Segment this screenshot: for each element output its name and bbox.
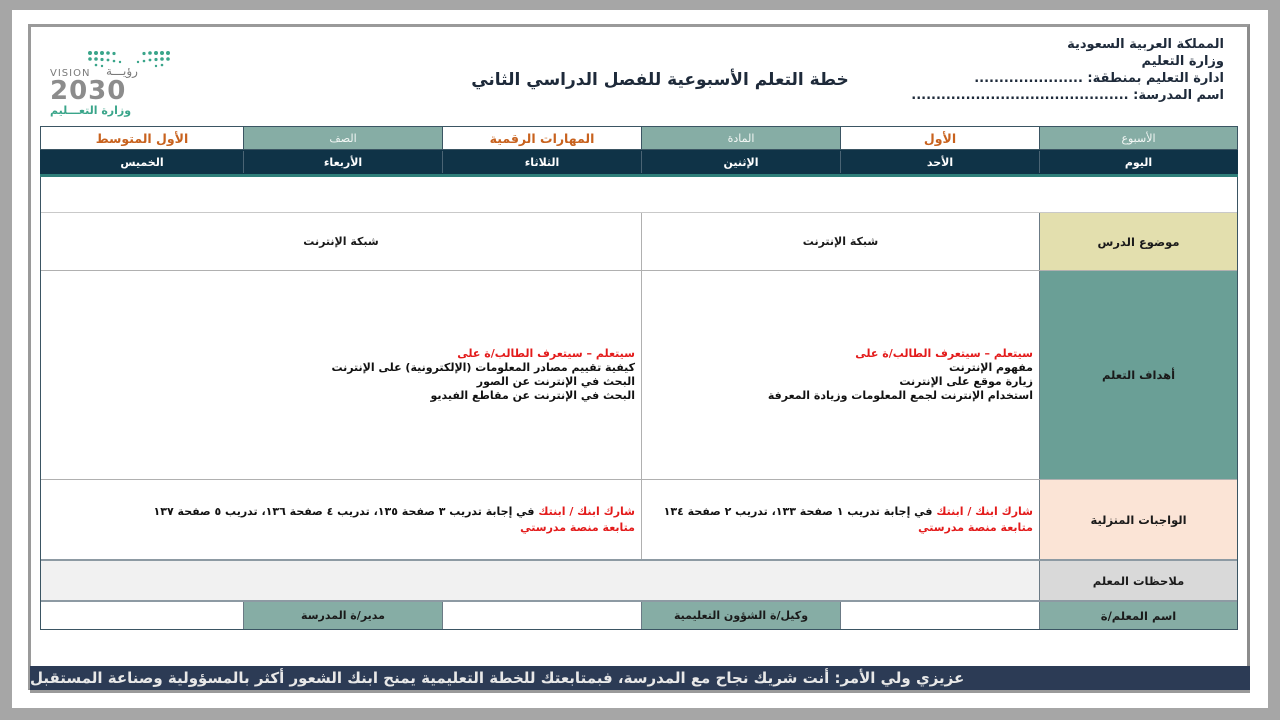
week-label: الأسبوع	[1039, 127, 1237, 149]
grade-label: الصف	[243, 127, 442, 149]
homework-cell[interactable]	[641, 480, 1039, 559]
subject-value[interactable]: المهارات الرقمية	[442, 127, 641, 149]
homework-cell[interactable]	[41, 480, 641, 559]
spacer-row	[40, 177, 1238, 212]
day-tuesday: الثلاثاء	[442, 151, 641, 173]
homework-text: في إجابة تدريب ٣ صفحة ١٣٥، تدريب ٤ صفحة ١٣٦، تدريب ٥ صفحة ١٣٧	[153, 504, 535, 518]
principal-label: مدير/ة المدرسة	[243, 602, 442, 629]
vision-arabic-text: رؤيـــة	[106, 64, 138, 78]
year-2030-text: 2030	[50, 76, 127, 106]
day-label: اليوم	[1039, 151, 1237, 173]
homework-follow: متابعة منصة مدرستي	[918, 520, 1033, 534]
region-field[interactable]: ادارة التعليم بمنطقة: ......................	[974, 71, 1224, 86]
week-value[interactable]: الأول	[840, 127, 1039, 149]
vision-2030-logo	[50, 50, 180, 120]
objectives-row	[41, 270, 1237, 479]
homework-text: في إجابة تدريب ١ صفحة ١٣٣، تدريب ٢ صفحة ١٣٤	[663, 504, 933, 518]
topic-cell[interactable]: شبكة الإنترنت	[641, 213, 1039, 270]
plan-body	[40, 212, 1238, 630]
parent-message-banner	[30, 666, 1250, 693]
ministry-text: وزارة التعليم	[1141, 54, 1224, 69]
objective-item: زيارة موقع على الإنترنت	[899, 375, 1033, 388]
objectives-cell[interactable]	[41, 271, 641, 479]
objectives-cell[interactable]	[641, 271, 1039, 479]
deputy-label: وكيل/ة الشؤون التعليمية	[641, 602, 840, 629]
homework-share: شارك ابنك / ابنتك	[538, 504, 635, 518]
topic-cell[interactable]: شبكة الإنترنت	[303, 235, 379, 248]
teacher-notes-field[interactable]	[41, 561, 1039, 600]
objective-item: البحث في الإنترنت عن الصور	[476, 375, 635, 388]
objective-item: مفهوم الإنترنت	[949, 361, 1033, 374]
subject-label: المادة	[641, 127, 840, 149]
teacher-name-label: اسم المعلم/ة	[1039, 602, 1237, 629]
day-wednesday: الأربعاء	[243, 151, 442, 173]
ministry-logo-text: وزارة التعـــليم	[50, 104, 132, 117]
topic-row	[41, 212, 1237, 270]
day-monday: الإثنين	[641, 151, 840, 173]
grade-value[interactable]: الأول المتوسط	[41, 127, 243, 149]
days-row	[40, 150, 1238, 174]
homework-follow: متابعة منصة مدرستي	[520, 520, 635, 534]
homework-row	[41, 479, 1237, 559]
teacher-name-field[interactable]	[840, 602, 1039, 629]
objective-item: البحث في الإنترنت عن مقاطع الفيديو	[430, 389, 635, 402]
school-name-field[interactable]: اسم المدرسة: ............................................	[911, 88, 1224, 103]
objectives-intro: سيتعلم – سيتعرف الطالب/ة على	[855, 347, 1033, 360]
deputy-name-field[interactable]	[442, 602, 641, 629]
topic-label: موضوع الدرس	[1039, 213, 1237, 270]
objectives-label: أهداف التعلم	[1039, 271, 1237, 479]
objective-item: كيفية تقييم مصادر المعلومات (الإلكترونية) على الإنترنت	[331, 361, 635, 374]
kingdom-text: المملكة العربية السعودية	[1067, 37, 1224, 52]
footer-message: عزيزي ولي الأمر: أنت شريك نجاح مع المدرسة، فبمتابعتك للخطة التعليمية يمنح ابنك الشعور أكثر بالمسؤولية وصناعة المستقبل	[30, 669, 965, 687]
weekly-plan-table	[40, 126, 1238, 630]
homework-label: الواجبات المنزلية	[1039, 480, 1237, 559]
day-thursday: الخميس	[120, 155, 164, 169]
notes-label: ملاحظات المعلم	[1039, 561, 1237, 600]
info-row	[40, 126, 1238, 150]
notes-row	[41, 559, 1237, 600]
day-sunday: الأحد	[840, 151, 1039, 173]
header-info	[911, 36, 1224, 104]
objectives-intro: سيتعلم – سيتعرف الطالب/ة على	[457, 347, 635, 360]
principal-name-field[interactable]	[41, 602, 243, 629]
signatures-row	[41, 600, 1237, 629]
page-title: خطة التعلم الأسبوعية للفصل الدراسي الثاني	[471, 70, 849, 90]
vision-text: VISION	[50, 68, 91, 79]
objective-item: استخدام الإنترنت لجمع المعلومات وزيادة المعرفة	[767, 389, 1033, 402]
homework-share: شارك ابنك / ابنتك	[936, 504, 1033, 518]
